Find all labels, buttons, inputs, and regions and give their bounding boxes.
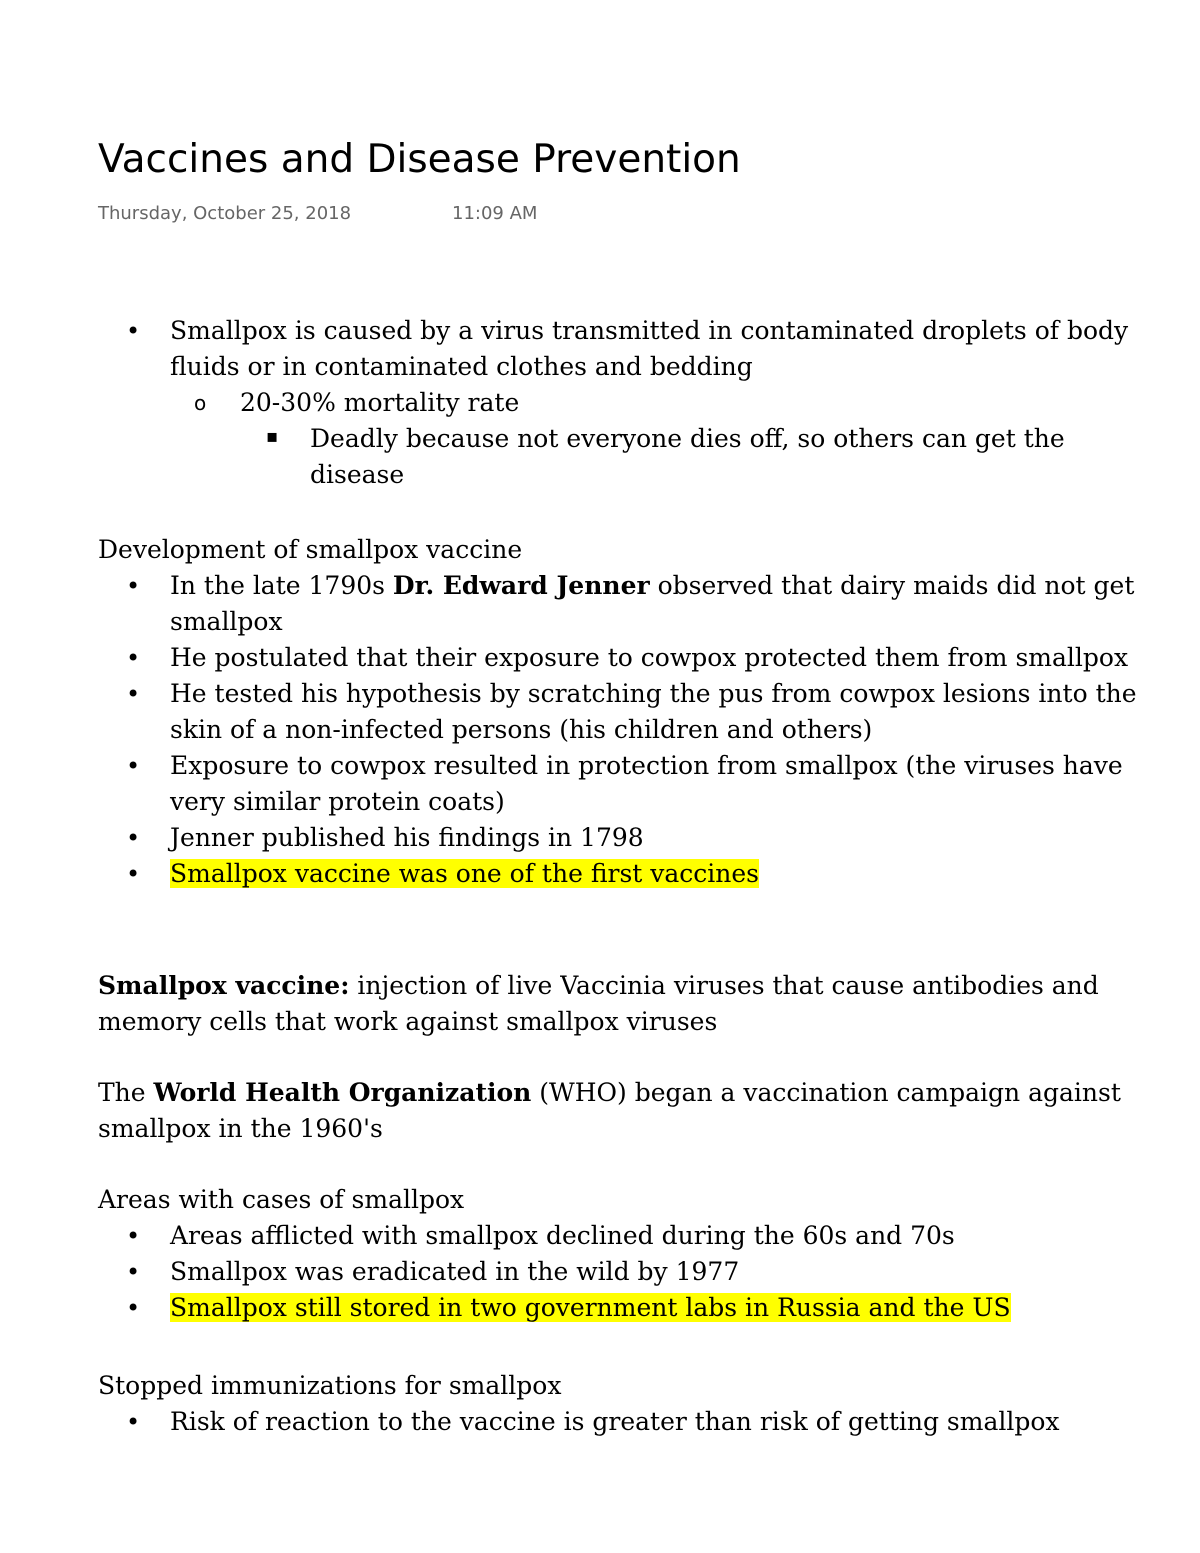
bullet-marker: • xyxy=(126,1258,141,1286)
list-item xyxy=(98,640,1158,676)
section-stopped-immunizations xyxy=(98,1368,1158,1440)
highlighted-text: Smallpox vaccine was one of the first vaccines xyxy=(170,859,760,888)
bullet-marker: • xyxy=(126,824,141,852)
sub-sub-list-item xyxy=(98,421,1158,493)
list-item-text: Jenner published his findings in 1798 xyxy=(170,823,644,852)
list-item xyxy=(98,748,1158,820)
list-item-text: He postulated that their exposure to cowpox protected them from smallpox xyxy=(170,643,1129,672)
list-item xyxy=(98,568,1158,640)
bullet-marker: • xyxy=(126,572,141,600)
list-item xyxy=(98,1218,1158,1254)
bullet-marker: • xyxy=(126,1408,141,1436)
list-item xyxy=(98,1290,1158,1326)
list-item-text: Smallpox is caused by a virus transmitted in contaminated droplets of body fluids or in contaminated clothes and bedding xyxy=(170,316,1129,381)
list-item-text: Risk of reaction to the vaccine is greater than risk of getting smallpox xyxy=(170,1407,1060,1436)
bullet-marker: • xyxy=(126,680,141,708)
list-item xyxy=(98,820,1158,856)
section-heading: Development of smallpox vaccine xyxy=(98,535,523,564)
list-item xyxy=(98,856,1158,892)
bullet-marker: • xyxy=(126,1294,141,1322)
bullet-marker: • xyxy=(126,644,141,672)
square-marker: ▪ xyxy=(266,426,279,447)
bullet-marker: • xyxy=(126,752,141,780)
page-title: Vaccines and Disease Prevention xyxy=(98,137,741,182)
note-date: Thursday, October 25, 2018 xyxy=(98,203,352,224)
section-smallpox-cause xyxy=(98,313,1158,493)
list-item xyxy=(98,313,1158,385)
sub-list-item-text: 20-30% mortality rate xyxy=(240,388,520,417)
list-item xyxy=(98,1254,1158,1290)
list-item-text: Exposure to cowpox resulted in protection from smallpox (the viruses have very similar protein coats) xyxy=(170,751,1123,816)
bold-name: Dr. Edward Jenner xyxy=(392,571,650,600)
section-areas xyxy=(98,1182,1158,1326)
section-heading: Stopped immunizations for smallpox xyxy=(98,1371,562,1400)
list-item-text: Areas afflicted with smallpox declined during the 60s and 70s xyxy=(170,1221,955,1250)
definition-term: Smallpox vaccine: xyxy=(98,971,350,1000)
sub-list-item xyxy=(98,385,1158,421)
sub-sub-list-item-text: Deadly because not everyone dies off, so others can get the disease xyxy=(310,424,1065,489)
bullet-marker: • xyxy=(126,317,141,345)
paragraph-text: The xyxy=(98,1078,154,1107)
circle-marker: o xyxy=(194,391,207,415)
section-heading: Areas with cases of smallpox xyxy=(98,1185,465,1214)
bullet-marker: • xyxy=(126,860,141,888)
definition-text: injection of live Vaccinia viruses that cause antibodies and memory cells that work against smallpox viruses xyxy=(98,971,1099,1036)
highlighted-text: Smallpox still stored in two government labs in Russia and the US xyxy=(170,1293,1011,1322)
list-item-text: In the late 1790s xyxy=(170,571,393,600)
paragraph-text: (WHO) began a vaccination campaign against smallpox in the 1960's xyxy=(98,1078,1121,1143)
note-time: 11:09 AM xyxy=(452,203,538,224)
list-item-text: Smallpox was eradicated in the wild by 1977 xyxy=(170,1257,740,1286)
list-item xyxy=(98,676,1158,748)
list-item-text: observed that dairy maids did not get smallpox xyxy=(170,571,1135,636)
list-item-text: He tested his hypothesis by scratching the pus from cowpox lesions into the skin of a non-infected persons (his children and others) xyxy=(170,679,1137,744)
section-vaccine-definition xyxy=(98,968,1158,1040)
bullet-marker: • xyxy=(126,1222,141,1250)
section-who xyxy=(98,1075,1158,1147)
bold-name: World Health Organization xyxy=(153,1078,532,1107)
section-vaccine-development xyxy=(98,532,1158,892)
list-item xyxy=(98,1404,1158,1440)
